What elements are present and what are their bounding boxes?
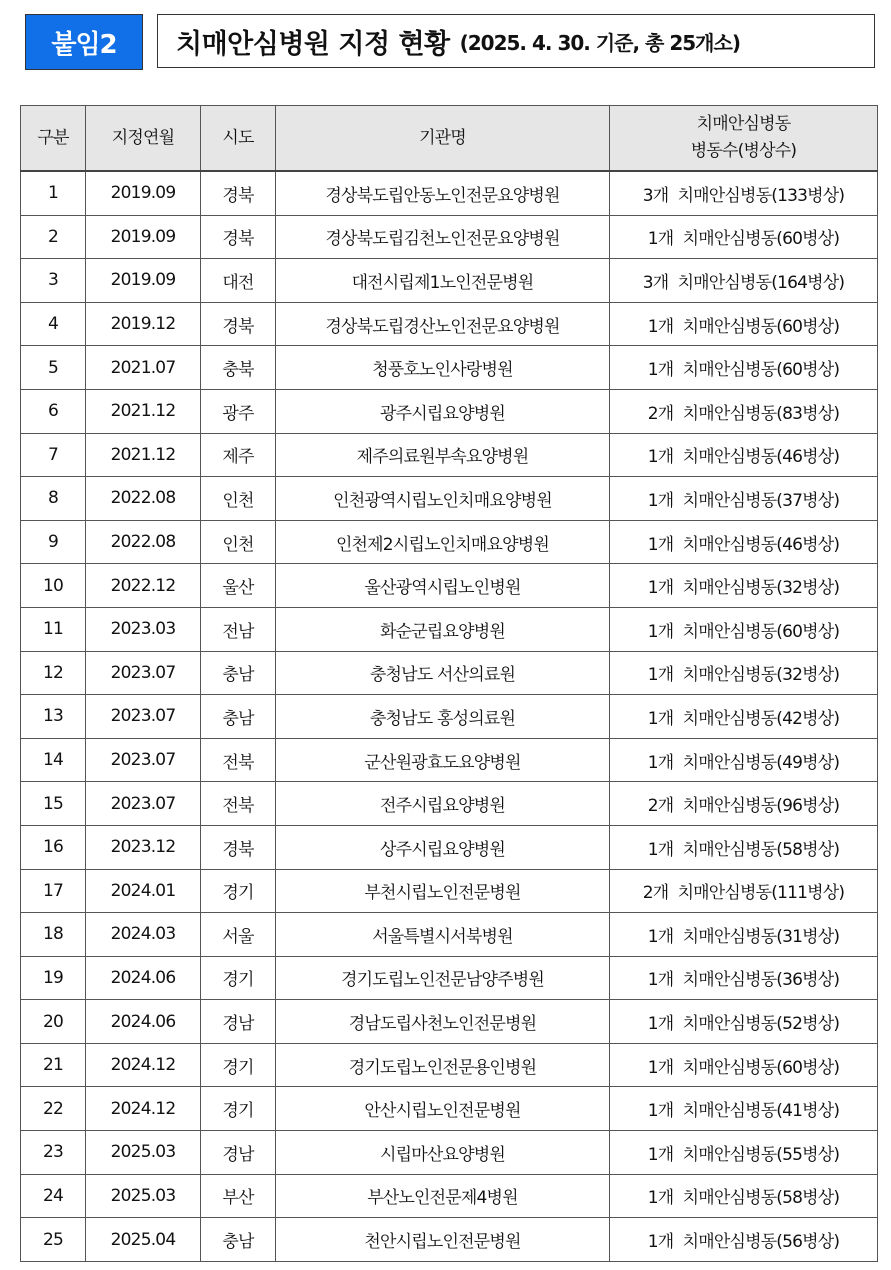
table-row	[21, 651, 878, 695]
cell-wards: 1개 치매안심병동(60병상)	[610, 215, 878, 259]
cell-institution: 대전시립제1노인전문병원	[276, 259, 610, 303]
cell-no: 14	[21, 738, 86, 782]
table-row	[21, 1174, 878, 1218]
cell-institution: 청풍호노인사랑병원	[276, 346, 610, 390]
cell-wards: 1개 치매안심병동(58병상)	[610, 825, 878, 869]
cell-region: 전북	[201, 738, 276, 782]
cell-wards: 3개 치매안심병동(164병상)	[610, 259, 878, 303]
table-row	[21, 1218, 878, 1262]
table-row	[21, 738, 878, 782]
cell-institution: 울산광역시립노인병원	[276, 564, 610, 608]
cell-no: 16	[21, 825, 86, 869]
cell-date: 2025.03	[86, 1131, 201, 1175]
header-region: 시도	[201, 106, 276, 172]
cell-wards: 1개 치매안심병동(52병상)	[610, 1000, 878, 1044]
cell-date: 2022.12	[86, 564, 201, 608]
page-title: 치매안심병원 지정 현황	[176, 28, 450, 60]
cell-region: 경남	[201, 1131, 276, 1175]
cell-region: 경기	[201, 869, 276, 913]
cell-region: 제주	[201, 433, 276, 477]
cell-no: 24	[21, 1174, 86, 1218]
cell-region: 대전	[201, 259, 276, 303]
cell-date: 2025.04	[86, 1218, 201, 1262]
table-row	[21, 1043, 878, 1087]
cell-institution: 인천제2시립노인치매요양병원	[276, 520, 610, 564]
cell-region: 경북	[201, 215, 276, 259]
cell-wards: 1개 치매안심병동(46병상)	[610, 520, 878, 564]
cell-no: 1	[21, 171, 86, 215]
cell-no: 18	[21, 913, 86, 957]
page-subtitle: (2025. 4. 30. 기준, 총 25개소)	[459, 30, 740, 55]
table-row	[21, 825, 878, 869]
cell-date: 2024.06	[86, 1000, 201, 1044]
cell-wards: 1개 치매안심병동(56병상)	[610, 1218, 878, 1262]
cell-date: 2023.07	[86, 738, 201, 782]
title-box	[157, 14, 875, 68]
cell-date: 2021.07	[86, 346, 201, 390]
table-row	[21, 171, 878, 215]
cell-wards: 1개 치매안심병동(58병상)	[610, 1174, 878, 1218]
table-row	[21, 869, 878, 913]
table-row	[21, 607, 878, 651]
cell-no: 23	[21, 1131, 86, 1175]
cell-no: 5	[21, 346, 86, 390]
cell-wards: 1개 치매안심병동(41병상)	[610, 1087, 878, 1131]
cell-institution: 부천시립노인전문병원	[276, 869, 610, 913]
cell-date: 2019.09	[86, 215, 201, 259]
cell-wards: 1개 치매안심병동(31병상)	[610, 913, 878, 957]
cell-no: 7	[21, 433, 86, 477]
cell-date: 2021.12	[86, 389, 201, 433]
cell-region: 충남	[201, 695, 276, 739]
cell-region: 서울	[201, 913, 276, 957]
cell-institution: 경상북도립경산노인전문요양병원	[276, 302, 610, 346]
cell-region: 경기	[201, 1043, 276, 1087]
header-wards-line2: 병동수(병상수)	[690, 141, 797, 161]
cell-institution: 제주의료원부속요양병원	[276, 433, 610, 477]
table-row	[21, 1087, 878, 1131]
cell-region: 울산	[201, 564, 276, 608]
cell-no: 12	[21, 651, 86, 695]
cell-wards: 1개 치매안심병동(32병상)	[610, 564, 878, 608]
cell-date: 2024.06	[86, 956, 201, 1000]
cell-region: 충남	[201, 651, 276, 695]
cell-institution: 화순군립요양병원	[276, 607, 610, 651]
cell-no: 2	[21, 215, 86, 259]
table-row	[21, 695, 878, 739]
cell-institution: 경남도립사천노인전문병원	[276, 1000, 610, 1044]
cell-no: 13	[21, 695, 86, 739]
cell-wards: 1개 치매안심병동(36병상)	[610, 956, 878, 1000]
table-row	[21, 520, 878, 564]
cell-date: 2022.08	[86, 477, 201, 521]
cell-institution: 부산노인전문제4병원	[276, 1174, 610, 1218]
cell-wards: 1개 치매안심병동(46병상)	[610, 433, 878, 477]
cell-date: 2023.07	[86, 782, 201, 826]
cell-no: 21	[21, 1043, 86, 1087]
cell-date: 2022.08	[86, 520, 201, 564]
table-row	[21, 215, 878, 259]
table-row	[21, 1000, 878, 1044]
cell-no: 19	[21, 956, 86, 1000]
cell-region: 경남	[201, 1000, 276, 1044]
table-row	[21, 259, 878, 303]
cell-wards: 2개 치매안심병동(111병상)	[610, 869, 878, 913]
table-row	[21, 302, 878, 346]
table-row	[21, 389, 878, 433]
cell-wards: 1개 치매안심병동(32병상)	[610, 651, 878, 695]
cell-no: 25	[21, 1218, 86, 1262]
table-row	[21, 913, 878, 957]
cell-institution: 시립마산요양병원	[276, 1131, 610, 1175]
cell-wards: 1개 치매안심병동(49병상)	[610, 738, 878, 782]
cell-date: 2019.09	[86, 259, 201, 303]
header-date: 지정연월	[86, 106, 201, 172]
cell-region: 경북	[201, 302, 276, 346]
cell-institution: 경상북도립안동노인전문요양병원	[276, 171, 610, 215]
cell-date: 2024.03	[86, 913, 201, 957]
cell-institution: 충청남도 홍성의료원	[276, 695, 610, 739]
cell-institution: 인천광역시립노인치매요양병원	[276, 477, 610, 521]
cell-date: 2024.01	[86, 869, 201, 913]
cell-date: 2019.12	[86, 302, 201, 346]
cell-institution: 경기도립노인전문남양주병원	[276, 956, 610, 1000]
cell-wards: 1개 치매안심병동(60병상)	[610, 346, 878, 390]
cell-no: 4	[21, 302, 86, 346]
cell-date: 2025.03	[86, 1174, 201, 1218]
cell-region: 광주	[201, 389, 276, 433]
table-row	[21, 346, 878, 390]
cell-region: 충북	[201, 346, 276, 390]
header-wards-line1: 치매안심병동	[696, 114, 791, 134]
cell-region: 인천	[201, 520, 276, 564]
header-no: 구분	[21, 106, 86, 172]
cell-wards: 1개 치매안심병동(55병상)	[610, 1131, 878, 1175]
cell-institution: 서울특별시서북병원	[276, 913, 610, 957]
cell-wards: 1개 치매안심병동(37병상)	[610, 477, 878, 521]
cell-region: 인천	[201, 477, 276, 521]
cell-region: 경북	[201, 825, 276, 869]
cell-no: 9	[21, 520, 86, 564]
cell-institution: 전주시립요양병원	[276, 782, 610, 826]
cell-date: 2019.09	[86, 171, 201, 215]
hospital-table	[20, 105, 878, 1262]
cell-institution: 광주시립요양병원	[276, 389, 610, 433]
cell-institution: 경상북도립김천노인전문요양병원	[276, 215, 610, 259]
cell-wards: 1개 치매안심병동(42병상)	[610, 695, 878, 739]
cell-date: 2024.12	[86, 1043, 201, 1087]
cell-no: 11	[21, 607, 86, 651]
cell-no: 15	[21, 782, 86, 826]
attachment-badge: 붙임2	[25, 14, 143, 70]
cell-institution: 상주시립요양병원	[276, 825, 610, 869]
cell-institution: 천안시립노인전문병원	[276, 1218, 610, 1262]
cell-region: 경기	[201, 1087, 276, 1131]
table-row	[21, 956, 878, 1000]
cell-no: 10	[21, 564, 86, 608]
cell-region: 부산	[201, 1174, 276, 1218]
cell-date: 2023.03	[86, 607, 201, 651]
header-institution: 기관명	[276, 106, 610, 172]
table-row	[21, 782, 878, 826]
header-wards	[610, 106, 878, 172]
cell-institution: 충청남도 서산의료원	[276, 651, 610, 695]
table-row	[21, 477, 878, 521]
cell-date: 2023.12	[86, 825, 201, 869]
cell-no: 8	[21, 477, 86, 521]
cell-wards: 1개 치매안심병동(60병상)	[610, 607, 878, 651]
table-header-row	[21, 106, 878, 172]
cell-date: 2023.07	[86, 695, 201, 739]
cell-wards: 1개 치매안심병동(60병상)	[610, 1043, 878, 1087]
cell-wards: 2개 치매안심병동(96병상)	[610, 782, 878, 826]
cell-no: 17	[21, 869, 86, 913]
cell-wards: 2개 치매안심병동(83병상)	[610, 389, 878, 433]
cell-no: 20	[21, 1000, 86, 1044]
cell-date: 2023.07	[86, 651, 201, 695]
cell-region: 경기	[201, 956, 276, 1000]
table-row	[21, 564, 878, 608]
cell-institution: 경기도립노인전문용인병원	[276, 1043, 610, 1087]
table-row	[21, 1131, 878, 1175]
cell-wards: 1개 치매안심병동(60병상)	[610, 302, 878, 346]
cell-no: 3	[21, 259, 86, 303]
cell-date: 2024.12	[86, 1087, 201, 1131]
table-row	[21, 433, 878, 477]
cell-date: 2021.12	[86, 433, 201, 477]
cell-no: 6	[21, 389, 86, 433]
cell-region: 경북	[201, 171, 276, 215]
cell-institution: 안산시립노인전문병원	[276, 1087, 610, 1131]
cell-region: 전남	[201, 607, 276, 651]
cell-wards: 3개 치매안심병동(133병상)	[610, 171, 878, 215]
cell-institution: 군산원광효도요양병원	[276, 738, 610, 782]
cell-no: 22	[21, 1087, 86, 1131]
cell-region: 전북	[201, 782, 276, 826]
cell-region: 충남	[201, 1218, 276, 1262]
